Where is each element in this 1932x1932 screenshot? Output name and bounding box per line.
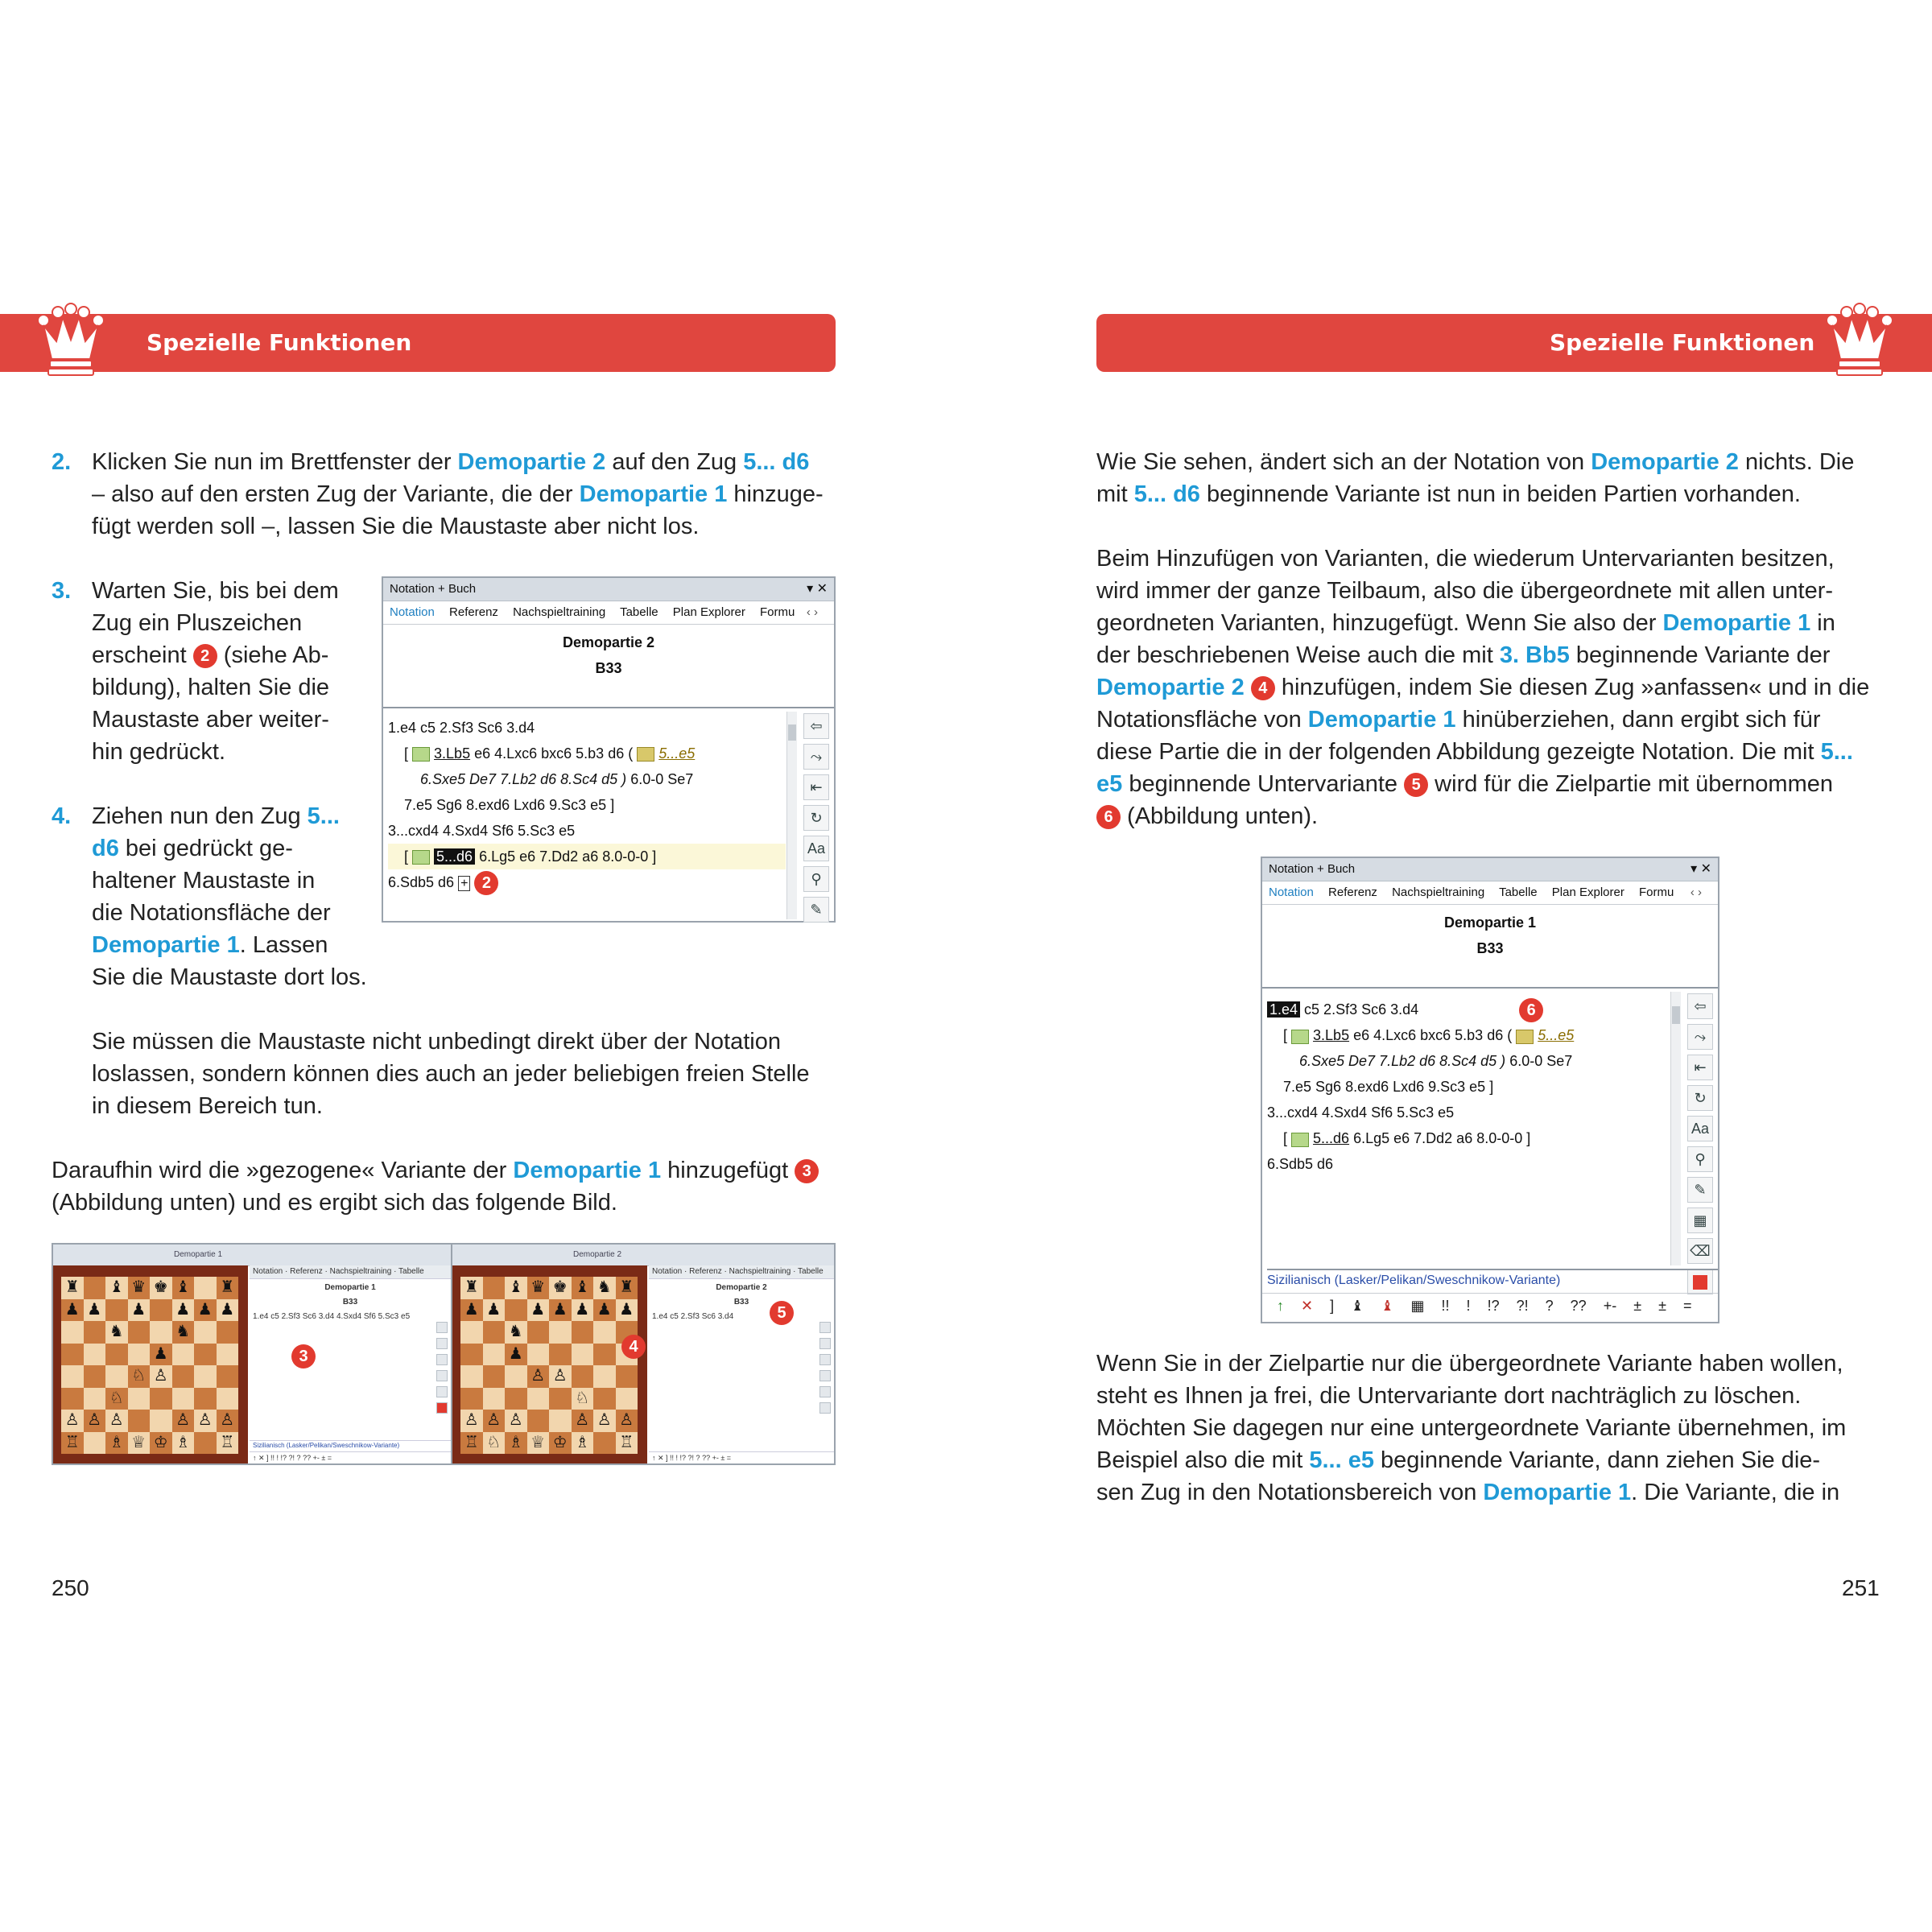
font-icon[interactable]: Aa (1687, 1116, 1713, 1141)
game-name: Demopartie 2 (716, 1283, 767, 1292)
notation-text (250, 1308, 451, 1325)
symbol-slight-advantage[interactable]: ± (1658, 1298, 1667, 1314)
notation-line[interactable]: 3...cxd4 4.Sxd4 Sf6 5.Sc3 e5 (1267, 1104, 1455, 1121)
window-title: Notation + Buch (1269, 862, 1356, 876)
text-line: Zug ein Pluszeichen (92, 610, 303, 636)
move[interactable]: 5...e5 (1538, 1027, 1575, 1044)
chapter-banner-left (0, 314, 836, 372)
chapter-title-right: Spezielle Funktionen (1550, 329, 1815, 356)
crown-icon (1824, 303, 1895, 380)
symbol-mistake[interactable]: ? (1545, 1298, 1554, 1314)
text-line: hin gedrückt. (92, 739, 226, 765)
tab-notation[interactable]: Notation (1269, 886, 1314, 899)
text-run: wird für die Zielpartie mit übernommen (1428, 771, 1833, 797)
variation-icon[interactable]: ⤳ (803, 744, 829, 770)
chess-board (53, 1265, 248, 1465)
tree-icon[interactable]: ⚲ (1687, 1146, 1713, 1172)
rotate-icon[interactable]: ↻ (803, 805, 829, 831)
game-name: Demopartie 1 (324, 1283, 376, 1292)
paragraph-1 (1096, 446, 1893, 510)
annotation-symbol-bar: ↑ ✕ ] !! ! !? ?! ? ?? +- ± = (649, 1451, 834, 1463)
result-paragraph (52, 1154, 840, 1219)
pane-tabs: Notation · Referenz · Nachspieltraining · Tabelle (649, 1265, 834, 1279)
window-controls[interactable]: ▾ ✕ (807, 582, 828, 596)
game-reference: Demopartie 1 (92, 932, 240, 958)
notation-line[interactable]: 3...cxd4 4.Sxd4 Sf6 5.Sc3 e5 (388, 823, 576, 839)
game-reference: Demopartie 1 (513, 1158, 662, 1183)
step-4-text (92, 800, 398, 993)
game-name: Demopartie 2 (562, 634, 655, 650)
symbol-dubious[interactable]: ?! (1516, 1298, 1529, 1314)
notation-line[interactable]: 7.e5 Sg6 8.exd6 Lxd6 9.Sc3 e5 ] (1283, 1079, 1494, 1096)
rotate-icon[interactable]: ↻ (1687, 1085, 1713, 1111)
text-run: Notationsfläche von (1096, 707, 1308, 733)
text-run: sen Zug in den Notationsbereich von (1096, 1480, 1484, 1505)
moves[interactable]: e6 4.Lxc6 bxc6 5.b3 d6 ( (1349, 1027, 1517, 1044)
pane-toolbar (819, 1322, 831, 1418)
symbol-equal[interactable]: = (1683, 1298, 1692, 1314)
text-run: (Abbildung unten). (1121, 803, 1319, 829)
callout-badge: 3 (291, 1344, 316, 1368)
game-reference: Demopartie 1 (1483, 1480, 1632, 1505)
tab-tabelle[interactable]: Tabelle (620, 605, 658, 619)
move[interactable]: 3.Lb5 (1313, 1027, 1350, 1044)
text-run: geordneten Varianten, hinzugefügt. Wenn Sie also der (1096, 610, 1663, 636)
moves[interactable]: 6.Sxe5 De7 7.Lb2 d6 8.Sc4 d5 ) (420, 771, 627, 787)
step-3-text (92, 575, 382, 768)
text-run: hinzugefügt (661, 1158, 795, 1183)
moves[interactable]: e6 4.Lxc6 bxc6 5.b3 d6 ( (470, 745, 638, 762)
up-arrow-icon[interactable]: ↑ (1277, 1298, 1284, 1314)
annotation-symbol-bar (1262, 1293, 1718, 1318)
notation-line[interactable]: 7.e5 Sg6 8.exd6 Lxd6 9.Sc3 e5 ] (404, 797, 615, 813)
text-run: beginnende Variante, dann ziehen Sie die- (1373, 1447, 1821, 1473)
text-line: Maustaste aber weiter- (92, 707, 329, 733)
annotation-symbol-bar: ↑ ✕ ] !! ! !? ?! ? ?? +- ± = (250, 1451, 451, 1463)
text-run: Daraufhin wird die »gezogene« Variante der (52, 1158, 514, 1183)
bishop-icon[interactable]: ♝ (1381, 1298, 1394, 1314)
eco-code: B33 (1476, 940, 1504, 956)
window-title: Notation + Buch (390, 582, 477, 596)
notation-area[interactable] (388, 715, 786, 897)
callout-badge: 6 (1096, 805, 1121, 829)
notation-pane (250, 1265, 451, 1463)
app-titlebar (452, 1245, 834, 1266)
move[interactable]: 5...d6 (1313, 1130, 1350, 1147)
notation-line: 1.e4 c5 2.Sf3 Sc6 3.d4 (652, 1312, 734, 1321)
text-line: bildung), halten Sie die (92, 675, 330, 700)
text-line: in diesem Bereich tun. (92, 1093, 323, 1119)
text-line: haltener Maustaste in (92, 868, 316, 894)
text-run: beginnende Variante ist nun in beiden Partien vorhanden. (1199, 481, 1801, 507)
window-titlebar (383, 578, 834, 601)
eco-code: B33 (595, 660, 622, 676)
text-run: – also auf den ersten Zug der Variante, die der (92, 481, 580, 507)
move[interactable]: 3.Lb5 (434, 745, 471, 762)
text-line: Beim Hinzufügen von Varianten, die wiederum Untervarianten besitzen, (1096, 546, 1835, 572)
text-run: hinzufügen, indem Sie diesen Zug »anfassen« und in die (1274, 675, 1870, 700)
game-header (1262, 905, 1718, 961)
variation-icon[interactable]: ⤳ (1687, 1024, 1713, 1050)
delete-icon[interactable]: ✕ (1301, 1298, 1314, 1314)
text-run: hinüberziehen, dann ergibt sich für (1455, 707, 1821, 733)
callout-badge: 4 (1251, 676, 1275, 700)
variation-marker-icon (1291, 1133, 1309, 1147)
callout-badge: 2 (193, 644, 217, 668)
game-name: Demopartie 1 (1443, 914, 1537, 931)
move-reference: e5 (1096, 771, 1123, 797)
moves[interactable]: 6.Lg5 e6 7.Dd2 a6 8.0-0-0 ] (475, 848, 657, 865)
moves[interactable]: 6.Lg5 e6 7.Dd2 a6 8.0-0-0 ] (1349, 1130, 1531, 1147)
app-screenshot-right (451, 1243, 836, 1465)
notation-line[interactable]: 1.e4 c5 2.Sf3 Sc6 3.d4 (388, 720, 535, 736)
app-screenshot-left (52, 1243, 452, 1465)
app-titlebar (53, 1245, 451, 1266)
text-run: beginnende Untervariante (1122, 771, 1405, 797)
tab-nachspieltraining[interactable]: Nachspieltraining (1392, 886, 1485, 899)
symbol-blunder[interactable]: ?? (1570, 1298, 1587, 1314)
text-line: loslassen, sondern können dies auch an jeder beliebigen freien Stelle (92, 1061, 810, 1087)
move-reference: 5... e5 (1309, 1447, 1374, 1473)
moves[interactable]: c5 2.Sf3 Sc6 3.d4 (1300, 1001, 1419, 1018)
tab-tabelle[interactable]: Tabelle (1499, 886, 1538, 899)
bishop-icon[interactable]: ♝ (1351, 1298, 1364, 1314)
tab-bar (1262, 881, 1718, 905)
board-icon[interactable]: ▦ (1410, 1298, 1425, 1314)
window-titlebar (1262, 858, 1718, 881)
notation-text (649, 1308, 834, 1325)
move-reference: 3. Bb5 (1499, 642, 1570, 668)
step-number: 3. (52, 578, 72, 604)
text-line: Warten Sie, bis bei dem (92, 578, 339, 604)
callout-badge: 2 (474, 871, 498, 895)
callout-badge: 6 (1519, 998, 1543, 1022)
crown-icon (35, 303, 106, 380)
move-reference: d6 (92, 836, 119, 861)
notation-line[interactable]: 6.Sdb5 d6 (388, 874, 455, 890)
tab-bar (383, 601, 834, 625)
drag-plus-cursor-icon: + (458, 876, 470, 891)
callout-badge: 5 (1404, 773, 1428, 797)
tab-plan-explorer[interactable]: Plan Explorer (1551, 886, 1624, 899)
bracket: [ (404, 745, 413, 762)
tab-notation[interactable]: Notation (390, 605, 435, 619)
variation-marker-icon (1291, 1030, 1309, 1044)
back-arrow-icon[interactable]: ⇦ (1687, 993, 1713, 1019)
text-run: Beispiel also die mit (1096, 1447, 1310, 1473)
tab-formula[interactable]: Formu (1639, 886, 1674, 899)
symbol-good[interactable]: ! (1466, 1298, 1471, 1314)
pane-tabs: Notation · Referenz · Nachspieltraining · Tabelle (250, 1265, 451, 1279)
text-run: erscheint (92, 642, 193, 668)
text-run: . Lassen (239, 932, 328, 958)
text-line: Wenn Sie in der Zielpartie nur die übergeordnete Variante haben wollen, (1096, 1351, 1843, 1377)
move[interactable]: 5...e5 (658, 745, 696, 762)
text-run: bei gedrückt ge- (118, 836, 293, 861)
notation-window (1261, 857, 1719, 1323)
board-icon[interactable]: ▦ (1687, 1208, 1713, 1233)
board-grid: ♜ ♝ ♛ ♚ ♝ ♜ ♟ ♟ ♟ ♟ ♟ ♟ ♞ ♞ ♟ ♘ ♙ ♘ ♙ ♙ ♙ ♙ ♙ ♙ ♖ ♗ ♕ ♔ ♗ ♖ (61, 1277, 238, 1454)
variation-marker-icon (637, 747, 654, 762)
paragraph-2 (1096, 543, 1893, 832)
promote-icon[interactable]: ⇤ (1687, 1055, 1713, 1080)
tree-icon[interactable]: ⚲ (803, 866, 829, 892)
symbol-brilliant[interactable]: !! (1441, 1298, 1450, 1314)
moves[interactable]: 6.0-0 Se7 (1505, 1053, 1573, 1070)
notation-area[interactable] (1267, 997, 1670, 1177)
game-reference: Demopartie 2 (1591, 449, 1739, 475)
text-line: steht es Ihnen ja frei, die Untervariante dort nachträglich zu löschen. (1096, 1383, 1802, 1409)
game-reference: Demopartie 2 (1096, 675, 1245, 700)
text-run: Ziehen nun den Zug (92, 803, 308, 829)
text-run: mit (1096, 481, 1134, 507)
tab-scroll-arrows[interactable]: ‹ › (1690, 886, 1702, 899)
tab-scroll-arrows[interactable]: ‹ › (806, 605, 818, 619)
game-reference: Demopartie 1 (579, 481, 728, 507)
text-run: diese Partie die in der folgenden Abbildung gezeigte Notation. Die mit (1096, 739, 1821, 765)
text-line: Sie müssen die Maustaste nicht unbedingt direkt über der Notation (92, 1029, 781, 1055)
pane-toolbar (436, 1322, 448, 1418)
callout-badge: 5 (770, 1301, 794, 1325)
text-line: Sie die Maustaste dort los. (92, 964, 367, 990)
app-title: Demopartie 1 (174, 1250, 223, 1259)
notation-toolbar (802, 708, 831, 927)
moves[interactable]: 6.Sxe5 De7 7.Lb2 d6 8.Sc4 d5 ) (1299, 1053, 1506, 1070)
notation-line: 1.e4 c5 2.Sf3 Sc6 3.d4 4.Sxd4 Sf6 5.Sc3 e5 (253, 1312, 411, 1321)
tab-referenz[interactable]: Referenz (1328, 886, 1377, 899)
opening-name: Sizilianisch (Lasker/Pelikan/Sweschnikow-Variante) (250, 1440, 451, 1451)
variation-marker-icon (412, 850, 430, 865)
variation-marker-icon (1516, 1030, 1534, 1044)
notation-pane (649, 1265, 834, 1463)
game-reference: Demopartie 1 (1307, 707, 1456, 733)
notation-window (382, 576, 836, 923)
eco-code: B33 (733, 1298, 749, 1307)
step-number: 2. (52, 449, 72, 475)
symbol-advantage[interactable]: ± (1633, 1298, 1642, 1314)
divider (1262, 987, 1718, 989)
game-reference: Demopartie 1 (1662, 610, 1811, 636)
text-run: nichts. Die (1738, 449, 1855, 475)
window-controls[interactable]: ▾ ✕ (1690, 862, 1711, 876)
selected-move[interactable]: 1.e4 (1267, 1001, 1300, 1018)
move-reference: 5... d6 (1133, 481, 1200, 507)
board-grid: ♜ ♝ ♛ ♚ ♝ ♞ ♜ ♟ ♟ ♟ ♟ ♟ ♟ ♟ ♞ ♟ ♙ ♙ ♘ ♙ ♙ ♙ ♙ ♙ ♙ ♖ ♘ ♗ ♕ ♔ ♗ ♖ (460, 1277, 638, 1454)
move-reference: 5... d6 (743, 449, 810, 475)
variation-marker-icon (412, 747, 430, 762)
text-line: wird immer der ganze Teilbaum, also die übergeordnete mit allen unter- (1096, 578, 1834, 604)
symbol-bracket[interactable]: ] (1330, 1298, 1335, 1314)
text-line: (Abbildung unten) und es ergibt sich das folgende Bild. (52, 1190, 617, 1216)
tab-formula[interactable]: Formu (760, 605, 795, 619)
text-run: . Die Variante, die in (1631, 1480, 1840, 1505)
tab-nachspieltraining[interactable]: Nachspieltraining (513, 605, 606, 619)
tab-plan-explorer[interactable]: Plan Explorer (672, 605, 745, 619)
paragraph-3 (1096, 1348, 1893, 1509)
text-run: in (1810, 610, 1835, 636)
chapter-title-left: Spezielle Funktionen (147, 329, 412, 356)
text-run: Wie Sie sehen, ändert sich an der Notation von (1096, 449, 1591, 475)
text-line: fügt werden soll –, lassen Sie die Maustaste aber nicht los. (92, 514, 700, 539)
notation-line[interactable]: 6.Sdb5 d6 (1267, 1156, 1334, 1173)
vertical-scrollbar[interactable] (1670, 992, 1681, 1265)
tab-referenz[interactable]: Referenz (449, 605, 498, 619)
symbol-interesting[interactable]: !? (1487, 1298, 1500, 1314)
pen-icon[interactable]: ✎ (1687, 1177, 1713, 1203)
text-line: die Notationsfläche der (92, 900, 331, 926)
divider (383, 707, 834, 708)
opening-status: Sizilianisch (Lasker/Pelikan/Sweschnikow-Variante) (1267, 1269, 1718, 1291)
game-header (383, 625, 834, 681)
page-number: 251 (1842, 1575, 1880, 1600)
chess-board (452, 1265, 647, 1465)
page-number: 250 (52, 1575, 89, 1600)
step-number: 4. (52, 803, 72, 829)
move-reference: 5... (307, 803, 340, 829)
pen-icon[interactable]: ✎ (803, 897, 829, 923)
text-run: beginnende Variante der (1569, 642, 1831, 668)
notation-toolbar (1686, 989, 1715, 1299)
text-run: der beschriebenen Weise auch die mit (1096, 642, 1500, 668)
moves[interactable]: 6.0-0 Se7 (626, 771, 694, 787)
symbol-winning[interactable]: +- (1603, 1298, 1617, 1314)
text-run: (siehe Ab- (217, 642, 329, 668)
bracket: [ (1283, 1130, 1292, 1147)
selected-move[interactable]: 5...d6 (434, 848, 475, 865)
app-title: Demopartie 2 (573, 1250, 622, 1259)
note-paragraph (92, 1026, 840, 1122)
vertical-scrollbar[interactable] (786, 712, 797, 919)
text-run: auf den Zug (605, 449, 744, 475)
game-reference: Demopartie 2 (457, 449, 606, 475)
bracket: [ (1283, 1027, 1292, 1044)
callout-badge: 4 (621, 1335, 646, 1359)
move-reference: 5... (1820, 739, 1853, 765)
step-2-text (92, 446, 840, 543)
text-run: Klicken Sie nun im Brettfenster der (92, 449, 458, 475)
text-line: Möchten Sie dagegen nur eine untergeordnete Variante übernehmen, im (1096, 1415, 1847, 1441)
bracket: [ (404, 848, 413, 865)
callout-badge: 3 (795, 1159, 819, 1183)
chapter-banner-right (1096, 314, 1932, 372)
eraser-icon[interactable]: ⌫ (1687, 1238, 1713, 1264)
font-icon[interactable]: Aa (803, 836, 829, 861)
eco-code: B33 (342, 1298, 358, 1307)
promote-icon[interactable]: ⇤ (803, 774, 829, 800)
text-run: hinzuge- (727, 481, 824, 507)
back-arrow-icon[interactable]: ⇦ (803, 713, 829, 739)
